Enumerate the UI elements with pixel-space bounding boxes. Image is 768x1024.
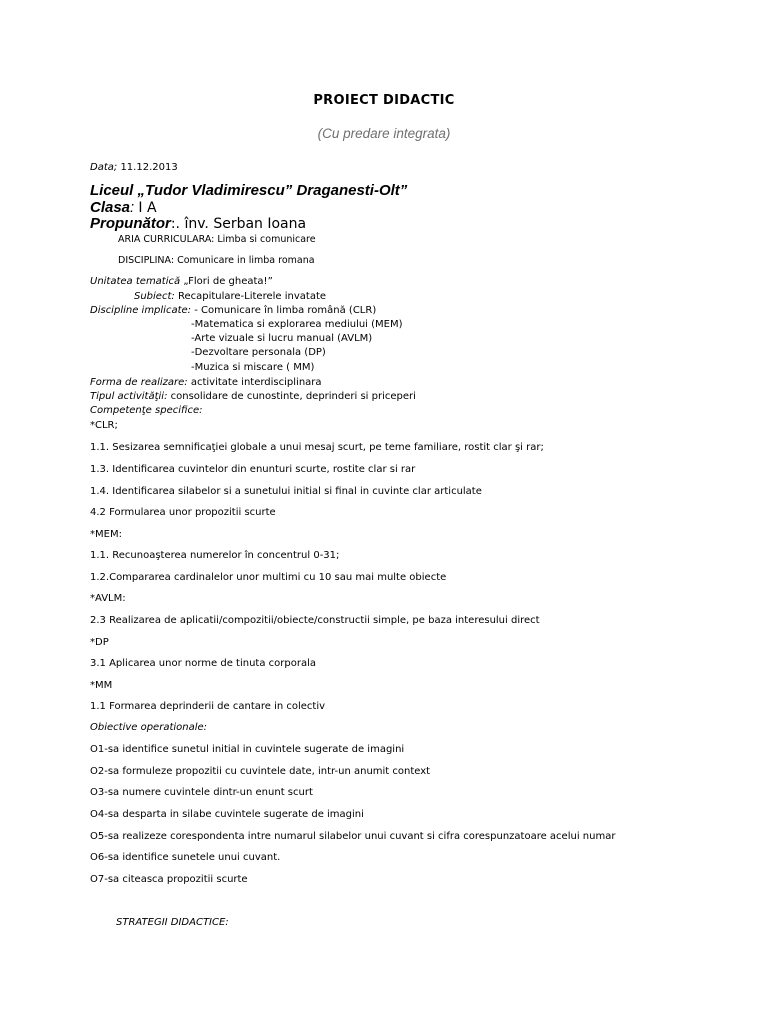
competence-item: 2.3 Realizarea de aplicatii/compozitii/obiecte/constructii simple, pe baza interesului direct (90, 615, 540, 626)
discipline-item: -Arte vizuale si lucru manual (AVLM) (191, 333, 373, 344)
objective-item: O7-sa citeasca propozitii scurte (90, 874, 248, 885)
discipline-item: -Dezvoltare personala (DP) (191, 347, 326, 358)
realization-form-value: activitate interdisciplinara (187, 377, 322, 388)
discipline-item: - Comunicare în limba română (CLR) (191, 305, 377, 316)
class-colon: : (130, 199, 135, 216)
class-value: I A (138, 200, 157, 216)
disciplines-involved-label: Discipline implicate: (90, 305, 192, 316)
activity-type-value: consolidare de cunostinte, deprinderi si priceperi (167, 391, 416, 402)
activity-type-label: Tipul activităţii: (90, 391, 168, 402)
school-name: Liceul „Tudor Vladimirescu” Draganesti-Olt” (90, 182, 408, 199)
thematic-unit-label: Unitatea tematică (90, 276, 181, 287)
objective-item: O2-sa formuleze propozitii cu cuvintele date, intr-un anumit context (90, 766, 431, 777)
objective-item: O4-sa desparta in silabe cuvintele sugerate de imagini (90, 809, 364, 820)
proposer-value: :. înv. Serban Ioana (170, 216, 307, 232)
competence-item: 4.2 Formularea unor propozitii scurte (90, 507, 276, 518)
competence-item: 3.1 Aplicarea unor norme de tinuta corporala (90, 658, 316, 669)
proposer-line (90, 215, 306, 233)
date-line (90, 162, 178, 174)
class-label: Clasa (90, 199, 131, 216)
competence-heading: *CLR; (90, 420, 118, 431)
objective-item: O1-sa identifice sunetul initial in cuvintele sugerate de imagini (90, 744, 405, 755)
competence-heading: *MM (90, 680, 113, 691)
realization-form-label: Forma de realizare: (90, 377, 188, 388)
competence-item: 1.2.Compararea cardinalelor unor multimi cu 10 sau mai multe obiecte (90, 572, 447, 583)
proposer-label: Propunător (90, 215, 171, 232)
subject-label: Subiect: (134, 291, 175, 302)
competence-heading: *MEM: (90, 529, 122, 540)
discipline: DISCIPLINA: Comunicare in limba romana (118, 255, 315, 266)
objective-item: O6-sa identifice sunetele unui cuvant. (90, 852, 281, 863)
competence-item: 1.4. Identificarea silabelor si a sunetului initial si final in cuvinte clar articulate (90, 486, 482, 497)
objectives-label: Obiective operationale: (90, 722, 208, 733)
curricular-area: ARIA CURRICULARA: Limba si comunicare (118, 234, 316, 245)
strategies-heading: STRATEGII DIDACTICE: (116, 917, 229, 928)
date-label: Data; (90, 162, 118, 173)
competence-item: 1.3. Identificarea cuvintelor din enunturi scurte, rostite clar si rar (90, 464, 416, 475)
competences-label: Competenţe specifice: (90, 405, 203, 416)
date-value: 11.12.2013 (120, 162, 178, 173)
competence-heading: *DP (90, 637, 109, 648)
discipline-item: -Matematica si explorarea mediului (MEM) (191, 319, 403, 330)
disciplines-involved (90, 305, 376, 317)
subject-value: Recapitulare-Literele invatate (174, 291, 327, 302)
objective-item: O5-sa realizeze corespondenta intre numarul silabelor unui cuvant si cifra corespunzatoare acelui numar (90, 831, 616, 842)
discipline-item: -Muzica si miscare ( MM) (191, 362, 315, 373)
document-subtitle: (Cu predare integrata) (317, 126, 451, 141)
competence-item: 1.1. Sesizarea semnificaţiei globale a unui mesaj scurt, pe teme familiare, rostit clar şi rar; (90, 442, 544, 453)
competence-heading: *AVLM: (90, 593, 126, 604)
subject-line (134, 291, 326, 303)
realization-form (90, 377, 322, 389)
objective-item: O3-sa numere cuvintele dintr-un enunt scurt (90, 787, 313, 798)
competence-item: 1.1 Formarea deprinderii de cantare in colectiv (90, 701, 326, 712)
thematic-unit (90, 276, 273, 288)
competence-item: 1.1. Recunoaşterea numerelor în concentrul 0-31; (90, 550, 340, 561)
activity-type (90, 391, 416, 403)
document-title: PROIECT DIDACTIC (313, 93, 455, 108)
thematic-unit-value: „Flori de gheata!” (180, 276, 273, 287)
